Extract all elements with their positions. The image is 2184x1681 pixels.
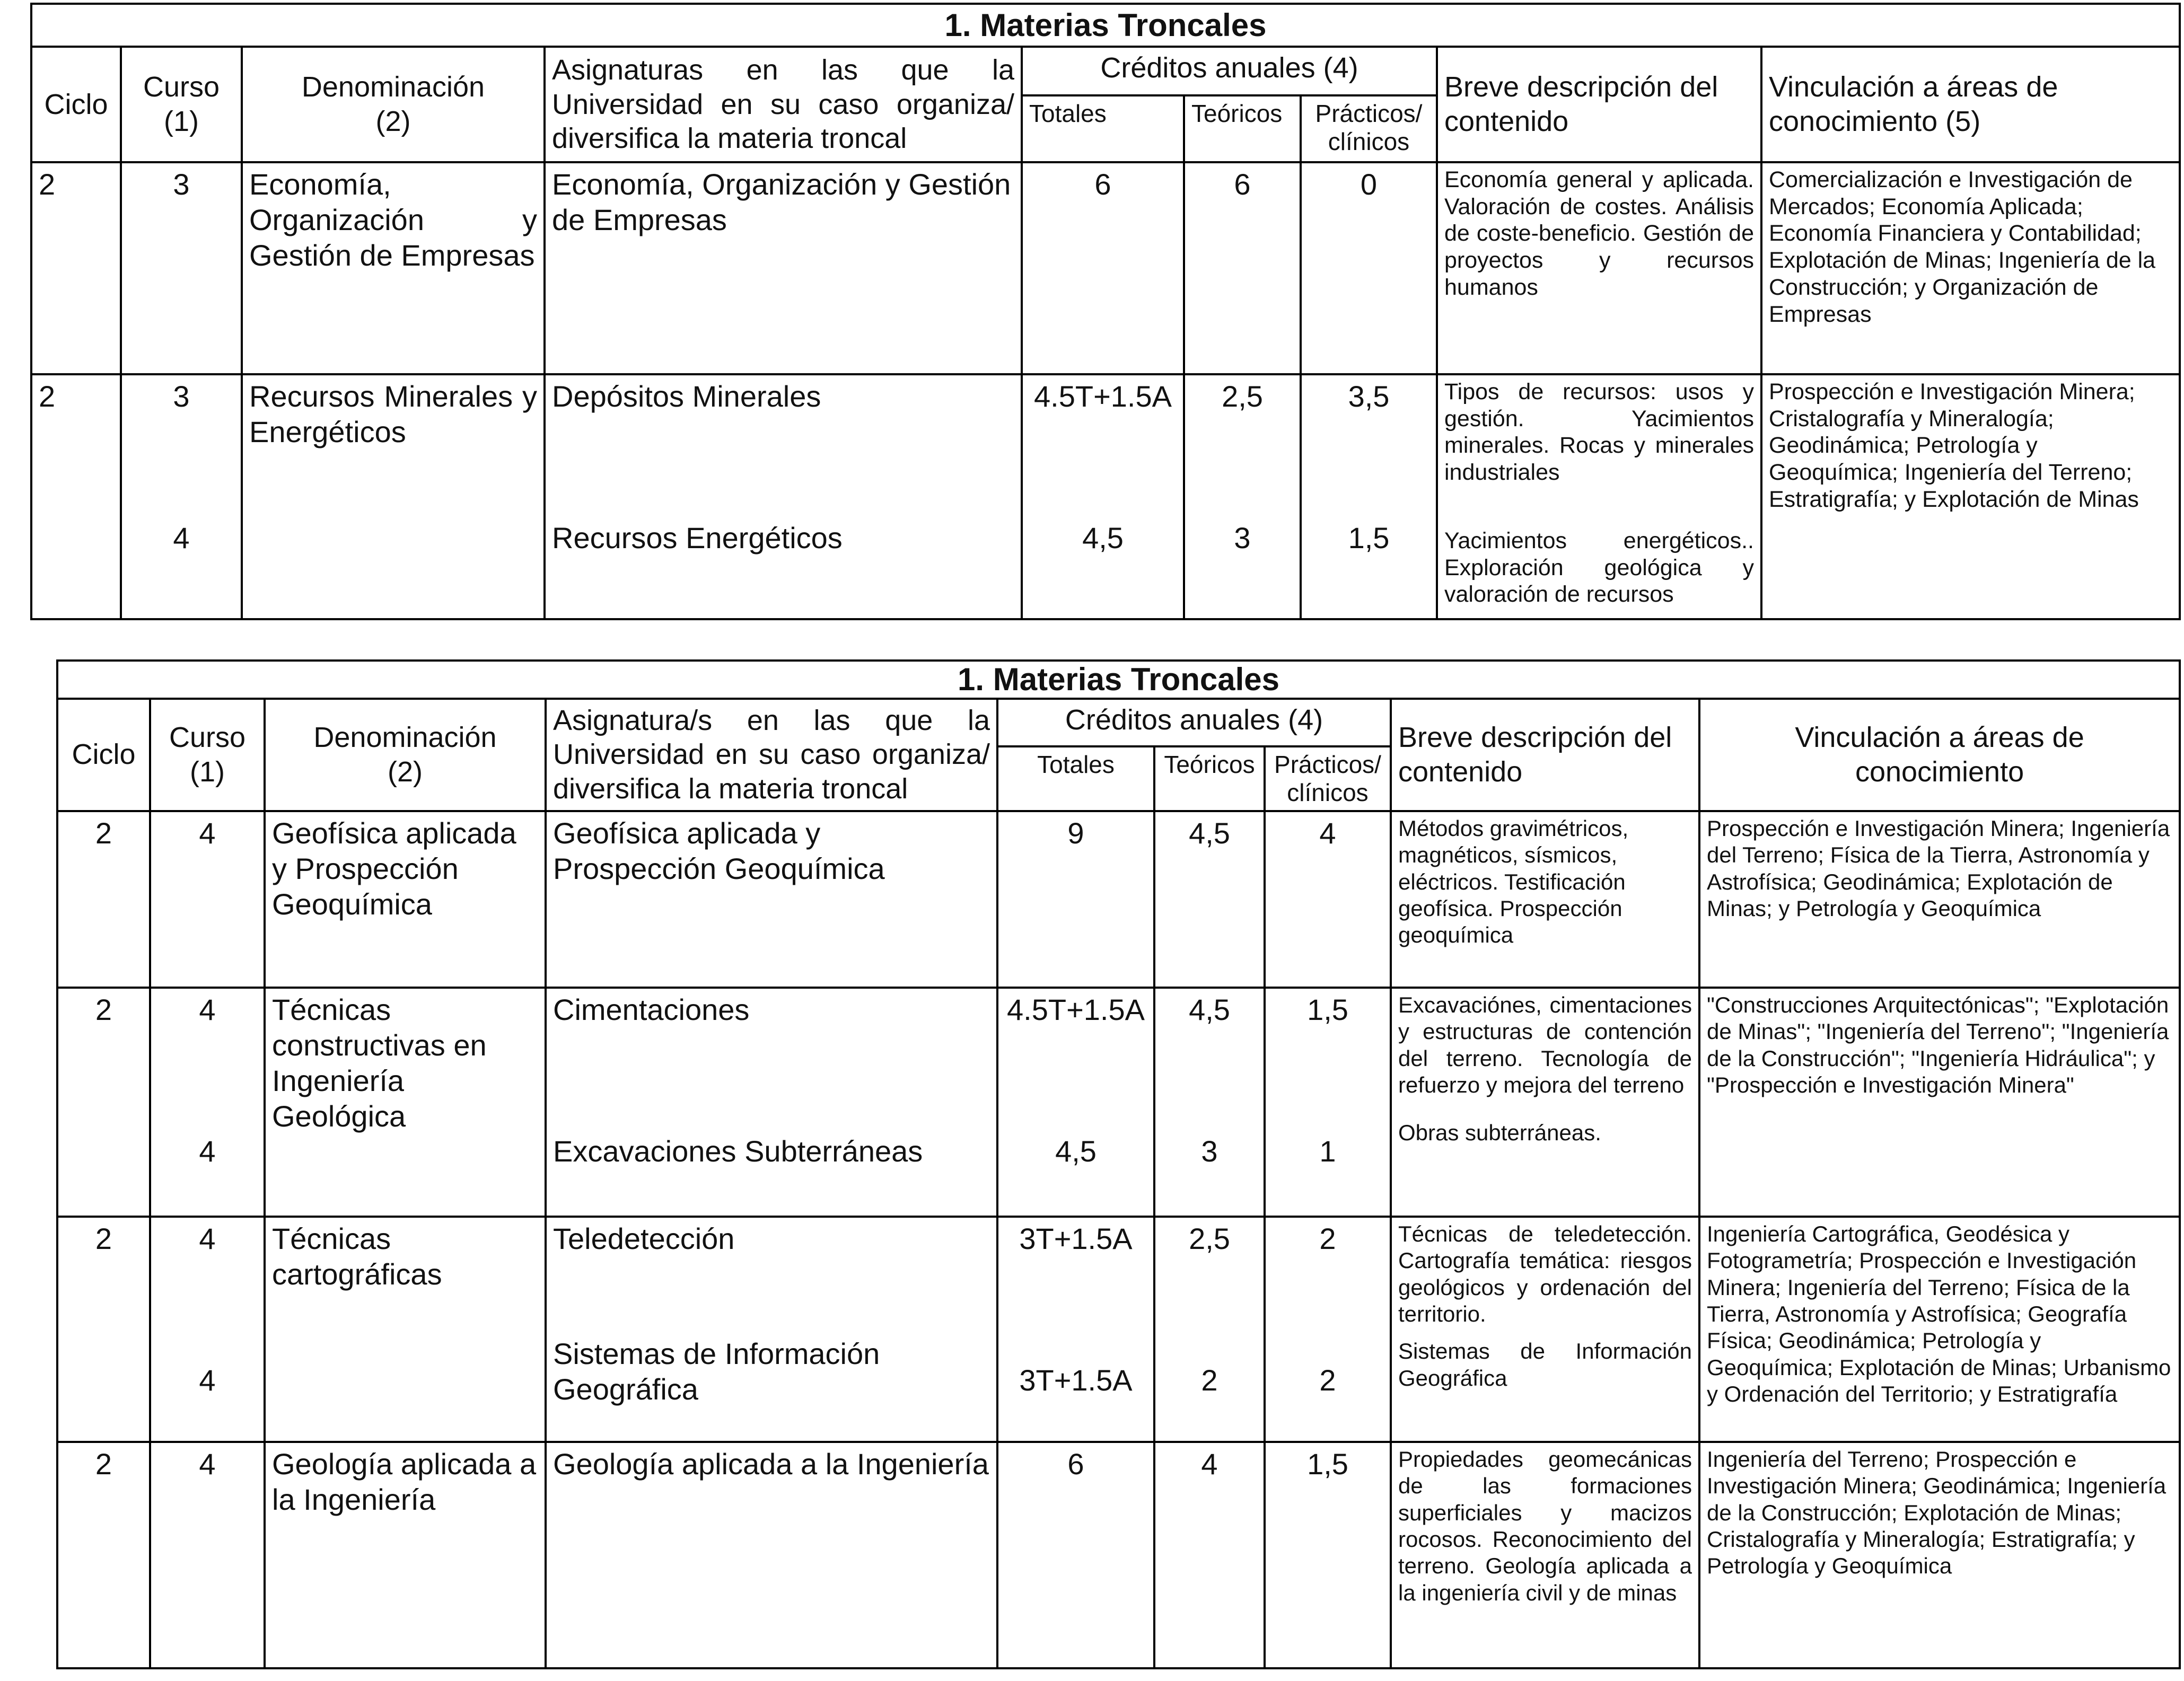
totales-value: 4,5: [1055, 1134, 1097, 1168]
descripcion-text: Tipos de recursos: usos y gestión. Yacimientos minerales. Rocas y minerales industriales: [1444, 379, 1754, 486]
table-cell-curso: 4: [150, 811, 265, 988]
asignatura-name: Sistemas de Información Geográfica: [553, 1336, 880, 1406]
header-denominacion: Denominación (2): [265, 699, 546, 811]
table-cell-curso: 4: [150, 1442, 265, 1668]
table-cell-asignatura: Geología aplicada a la Ingeniería: [546, 1442, 997, 1668]
table-cell-teoricos: 4: [1154, 1442, 1265, 1668]
table-cell-totales: [1022, 374, 1184, 619]
descripcion-text: Yacimientos energéticos.. Exploración geológica y valoración de recursos: [1444, 527, 1754, 608]
header-asignaturas: Asignaturas en las que la Universidad en su caso organiza/ diversifica la materia troncal: [545, 47, 1022, 162]
materias-troncales-table-1: [30, 3, 2179, 620]
header-practicos: Prácticos/ clínicos: [1265, 746, 1391, 811]
table-cell-asignatura: Geofísica aplicada y Prospección Geoquímica: [546, 811, 997, 988]
table-cell-vinculacion: Prospección e Investigación Minera; Ingeniería del Terreno; Física de la Tierra, Astronomía y Astrofísica; Geodinámica; Explotación de Minas; y Petrología y Geoquímica: [1699, 811, 2180, 988]
practicos-value: 1: [1319, 1134, 1336, 1168]
table-cell-vinculacion: Ingeniería del Terreno; Prospección e Investigación Minera; Geodinámica; Ingeniería de la Construcción; Explotación de Minas; Cristalografía y Mineralogía; Estratigrafía; y Petrología y Geoquímica: [1699, 1442, 2180, 1668]
header-asignaturas: Asignatura/s en las que la Universidad en su caso organiza/ diversifica la materia troncal: [546, 699, 997, 811]
totales-value: 3T+1.5A: [1019, 1363, 1133, 1397]
practicos-value: 2: [1319, 1363, 1336, 1397]
asignatura-name: Teledetección: [553, 1221, 735, 1255]
header-creditos: Créditos anuales (4): [997, 699, 1391, 746]
header-ciclo: Ciclo: [57, 699, 150, 811]
curso-value: 4: [199, 1134, 216, 1168]
table-cell-vinculacion: Comercialización e Investigación de Mercados; Economía Aplicada; Economía Financiera y Contabilidad; Explotación de Minas; Ingeniería de la Construcción; y Organización de Empresas: [1761, 162, 2180, 374]
table-cell-asignatura: [546, 1217, 997, 1442]
table-title: 1. Materias Troncales: [57, 661, 2180, 699]
curso-value: 4: [199, 992, 216, 1026]
table-cell-teoricos: 6: [1184, 162, 1301, 374]
teoricos-value: 2,5: [1222, 380, 1263, 413]
table-cell-ciclo: 2: [57, 988, 150, 1217]
table-cell-descripcion: Métodos gravimétricos, magnéticos, sísmicos, eléctricos. Testificación geofísica. Prospección geoquímica: [1391, 811, 1699, 988]
curso-value: 4: [199, 1363, 216, 1397]
table-cell-denominacion: Recursos Minerales y Energéticos: [242, 374, 545, 619]
table-cell-denominacion: Geofísica aplicada y Prospección Geoquímica: [265, 811, 546, 988]
header-denominacion: Denominación (2): [242, 47, 545, 162]
totales-value: 4.5T+1.5A: [1007, 992, 1145, 1026]
table-cell-practicos: [1265, 1217, 1391, 1442]
curso-value: 3: [173, 380, 190, 413]
teoricos-value: 2: [1201, 1363, 1218, 1397]
header-curso: Curso (1): [150, 699, 265, 811]
table-cell-teoricos: [1154, 1217, 1265, 1442]
table-title: 1. Materias Troncales: [31, 4, 2180, 47]
header-descripcion: Breve descripción del contenido: [1437, 47, 1761, 162]
header-vinculacion: Vinculación a áreas de conocimiento (5): [1761, 47, 2180, 162]
curso-value: 4: [173, 521, 190, 555]
header-totales: Totales: [1022, 95, 1184, 162]
practicos-value: 1,5: [1307, 992, 1348, 1026]
teoricos-value: 3: [1234, 521, 1251, 555]
table-cell-totales: 6: [997, 1442, 1154, 1668]
table-cell-totales: 6: [1022, 162, 1184, 374]
table-cell-practicos: 0: [1301, 162, 1437, 374]
table-cell-asignatura: [546, 988, 997, 1217]
table-cell-practicos: 4: [1265, 811, 1391, 988]
table-cell-practicos: [1301, 374, 1437, 619]
teoricos-value: 2,5: [1189, 1221, 1230, 1255]
table-cell-curso: [150, 988, 265, 1217]
practicos-value: 3,5: [1348, 380, 1390, 413]
descripcion-text: Técnicas de teledetección. Cartografía temática: riesgos geológicos y ordenación del territorio.: [1398, 1221, 1692, 1326]
table-cell-teoricos: [1184, 374, 1301, 619]
table-cell-ciclo: 2: [31, 162, 121, 374]
table-cell-totales: [997, 1217, 1154, 1442]
table-cell-ciclo: 2: [57, 1217, 150, 1442]
table-cell-descripcion: Propiedades geomecánicas de las formaciones superficiales y macizos rocosos. Reconocimiento del terreno. Geología aplicada a la ingeniería civil y de minas: [1391, 1442, 1699, 1668]
table-cell-descripcion: [1391, 1217, 1699, 1442]
header-creditos: Créditos anuales (4): [1022, 47, 1437, 95]
table-cell-asignatura: Economía, Organización y Gestión de Empresas: [545, 162, 1022, 374]
header-ciclo: Ciclo: [31, 47, 121, 162]
table-cell-curso: 3: [121, 162, 242, 374]
descripcion-text: Excavaciónes, cimentaciones y estructuras de contención del terreno. Tecnología de refuerzo y mejora del terreno: [1398, 992, 1692, 1097]
table-cell-denominacion: Técnicas cartográficas: [265, 1217, 546, 1442]
totales-value: 4.5T+1.5A: [1034, 380, 1172, 413]
teoricos-value: 4,5: [1189, 992, 1230, 1026]
materias-troncales-table-2: [56, 659, 2179, 1669]
table-cell-descripcion: [1391, 988, 1699, 1217]
header-teoricos: Teóricos: [1184, 95, 1301, 162]
totales-value: 3T+1.5A: [1019, 1221, 1133, 1255]
table-cell-denominacion: Técnicas constructivas en Ingeniería Geológica: [265, 988, 546, 1217]
table-cell-teoricos: [1154, 988, 1265, 1217]
header-vinculacion: Vinculación a áreas de conocimiento: [1699, 699, 2180, 811]
table-cell-vinculacion: Ingeniería Cartográfica, Geodésica y Fotogrametría; Prospección e Investigación Minera; Ingeniería del Terreno; Física de la Tierra, Astronomía y Astrofísica; Geografía Física; Geodinámica; Petrología y Geoquímica; Explotación de Minas; Urbanismo y Ordenación del Territorio; y Estratigrafía: [1699, 1217, 2180, 1442]
totales-value: 4,5: [1082, 521, 1124, 555]
asignatura-name: Recursos Energéticos: [552, 521, 843, 555]
descripcion-text: Obras subterráneas.: [1398, 1120, 1601, 1146]
table-cell-practicos: 1,5: [1265, 1442, 1391, 1668]
table-cell-vinculacion: Prospección e Investigación Minera; Cristalografía y Mineralogía; Geodinámica; Petrología y Geoquímica; Ingeniería del Terreno; Estratigrafía; y Explotación de Minas: [1761, 374, 2180, 619]
table-cell-totales: 9: [997, 811, 1154, 988]
asignatura-name: Cimentaciones: [553, 992, 750, 1026]
header-totales: Totales: [997, 746, 1154, 811]
table-cell-curso: [121, 374, 242, 619]
asignatura-name: Depósitos Minerales: [552, 380, 821, 413]
header-practicos: Prácticos/ clínicos: [1301, 95, 1437, 162]
curso-value: 4: [199, 1221, 216, 1255]
table-cell-ciclo: 2: [31, 374, 121, 619]
teoricos-value: 3: [1201, 1134, 1218, 1168]
asignatura-name: Excavaciones Subterráneas: [553, 1134, 923, 1168]
practicos-value: 2: [1319, 1221, 1336, 1255]
table-cell-ciclo: 2: [57, 811, 150, 988]
header-descripcion: Breve descripción del contenido: [1391, 699, 1699, 811]
table-cell-curso: [150, 1217, 265, 1442]
header-teoricos: Teóricos: [1154, 746, 1265, 811]
header-curso: Curso (1): [121, 47, 242, 162]
table-cell-asignatura: [545, 374, 1022, 619]
table-cell-teoricos: 4,5: [1154, 811, 1265, 988]
practicos-value: 1,5: [1348, 521, 1390, 555]
table-cell-totales: [997, 988, 1154, 1217]
descripcion-text: Sistemas de Información Geográfica: [1398, 1339, 1692, 1390]
table-cell-ciclo: 2: [57, 1442, 150, 1668]
table-cell-vinculacion: "Construcciones Arquitectónicas"; "Explotación de Minas"; "Ingeniería del Terreno"; "Ingeniería de la Construcción"; "Ingeniería Hidráulica"; y "Prospección e Investigación Minera": [1699, 988, 2180, 1217]
table-cell-descripcion: Economía general y aplicada. Valoración de costes. Análisis de coste-beneficio. Gestión de proyectos y recursos humanos: [1437, 162, 1761, 374]
table-cell-descripcion: [1437, 374, 1761, 619]
table-cell-denominacion: Geología aplicada a la Ingeniería: [265, 1442, 546, 1668]
table-cell-denominacion: Economía, Organización y Gestión de Empresas: [242, 162, 545, 374]
table-cell-practicos: [1265, 988, 1391, 1217]
